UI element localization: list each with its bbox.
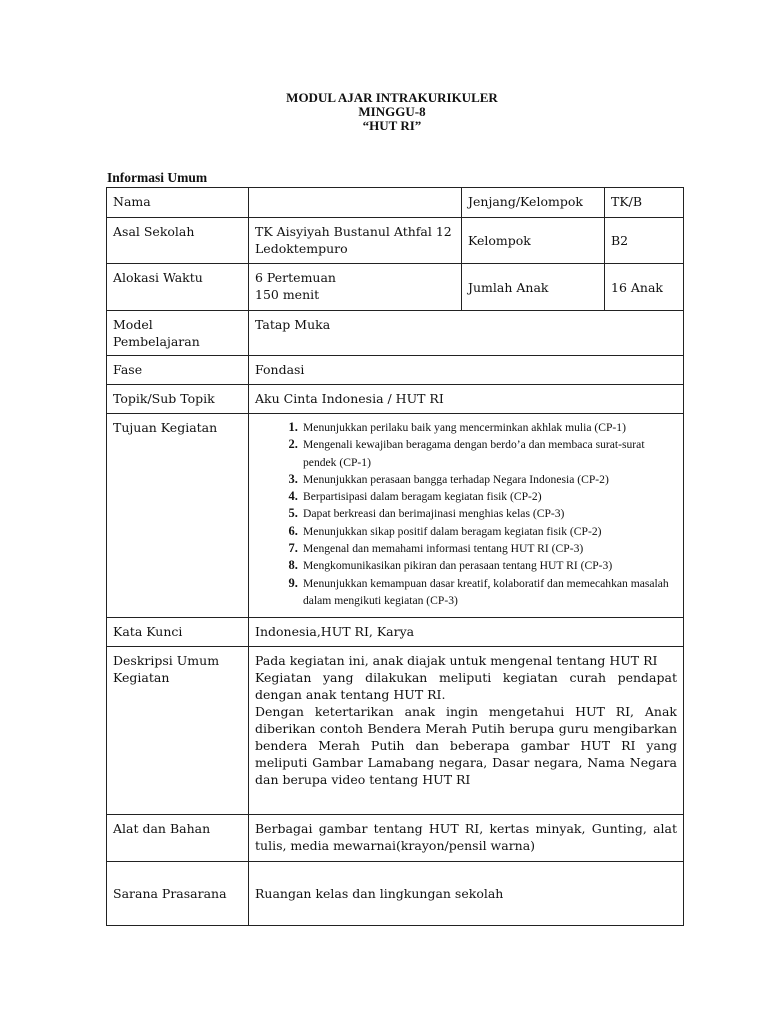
- cell-value-kelompok: B2: [605, 218, 684, 264]
- cell-value-jumlah-anak: 16 Anak: [605, 264, 684, 311]
- cell-label-nama: Nama: [107, 188, 249, 218]
- cell-label-deskripsi: [107, 647, 249, 815]
- cell-value-deskripsi: [249, 647, 684, 815]
- goal-item: 4. Berpartisipasi dalam beragam kegiatan fisik (CP-2): [301, 488, 677, 505]
- deskripsi-paragraph-2: Kegiatan yang dilakukan meliputi kegiatan curah pendapat dengan anak tentang HUT RI.: [255, 670, 677, 702]
- cell-label-topik: Topik/Sub Topik: [107, 385, 249, 414]
- alokasi-line-1: 6 Pertemuan: [255, 270, 336, 285]
- goal-item: 5. Dapat berkreasi dan berimajinasi menghias kelas (CP-3): [301, 505, 677, 522]
- cell-value-sarana: Ruangan kelas dan lingkungan sekolah: [249, 862, 684, 926]
- row-tujuan: [107, 414, 684, 618]
- info-table: [106, 187, 684, 926]
- title-line-3: “HUT RI”: [362, 118, 422, 133]
- alokasi-line-2: 150 menit: [255, 287, 320, 302]
- cell-value-alokasi-waktu: [249, 264, 462, 311]
- cell-value-kata-kunci: Indonesia,HUT RI, Karya: [249, 618, 684, 647]
- cell-label-kata-kunci: Kata Kunci: [107, 618, 249, 647]
- cell-label-jenjang: Jenjang/Kelompok: [462, 188, 605, 218]
- goals-list: [255, 419, 677, 609]
- row-kata-kunci: [107, 618, 684, 647]
- deskripsi-paragraph-3: Dengan ketertarikan anak ingin mengetahui HUT RI, Anak diberikan contoh Bendera Merah Putih berupa guru mengibarkan bendera Merah Putih dan beberapa gambar HUT RI yang meliputi Gambar Lamabang negara, Dasar negara, Nama Negara dan berupa video tentang HUT RI: [255, 704, 677, 787]
- cell-label-alat-bahan: Alat dan Bahan: [107, 815, 249, 862]
- goal-item: 7. Mengenal dan memahami informasi tentang HUT RI (CP-3): [301, 540, 677, 557]
- goal-item: 3. Menunjukkan perasaan bangga terhadap Negara Indonesia (CP-2): [301, 471, 677, 488]
- cell-label-alokasi-waktu: Alokasi Waktu: [107, 264, 249, 311]
- row-deskripsi: [107, 647, 684, 815]
- cell-value-nama: [249, 188, 462, 218]
- deskripsi-paragraph-1: Pada kegiatan ini, anak diajak untuk mengenal tentang HUT RI: [255, 653, 658, 668]
- deskripsi-label-line-1: Deskripsi Umum: [113, 653, 220, 668]
- goal-item: 1. Menunjukkan perilaku baik yang mencerminkan akhlak mulia (CP-1): [301, 419, 677, 436]
- cell-label-tujuan: Tujuan Kegiatan: [107, 414, 249, 618]
- row-alokasi-waktu: [107, 264, 684, 311]
- row-sarana: [107, 862, 684, 926]
- cell-label-jumlah-anak: Jumlah Anak: [462, 264, 605, 311]
- row-fase: [107, 356, 684, 385]
- goal-item: 9. Menunjukkan kemampuan dasar kreatif, kolaboratif dan memecahkan masalah dalam mengikuti kegiatan (CP-3): [301, 575, 677, 610]
- cell-label-sarana: Sarana Prasarana: [107, 862, 249, 926]
- cell-label-model: Model Pembelajaran: [107, 311, 249, 356]
- cell-label-kelompok: Kelompok: [462, 218, 605, 264]
- goal-item: 6. Menunjukkan sikap positif dalam beragam kegiatan fisik (CP-2): [301, 523, 677, 540]
- row-topik: [107, 385, 684, 414]
- cell-value-jenjang: TK/B: [605, 188, 684, 218]
- cell-value-alat-bahan: Berbagai gambar tentang HUT RI, kertas minyak, Gunting, alat tulis, media mewarnai(krayon/pensil warna): [249, 815, 684, 862]
- cell-value-model: Tatap Muka: [249, 311, 684, 356]
- section-label: Informasi Umum: [107, 170, 208, 185]
- row-alat-bahan: [107, 815, 684, 862]
- title-line-2: MINGGU-8: [358, 104, 426, 119]
- goal-item: 2. Mengenali kewajiban beragama dengan berdo’a dan membaca surat-surat pendek (CP-1): [301, 436, 677, 471]
- row-nama: [107, 188, 684, 218]
- cell-value-asal-sekolah: [249, 218, 462, 264]
- deskripsi-label-line-2: Kegiatan: [113, 670, 170, 685]
- cell-value-tujuan: [249, 414, 684, 618]
- asal-sekolah-line-2: Ledoktempuro: [255, 241, 348, 256]
- cell-value-topik: Aku Cinta Indonesia / HUT RI: [249, 385, 684, 414]
- goal-item: 8. Mengkomunikasikan pikiran dan perasaan tentang HUT RI (CP-3): [301, 557, 677, 574]
- title-line-1: MODUL AJAR INTRAKURIKULER: [286, 90, 498, 105]
- cell-label-asal-sekolah: Asal Sekolah: [107, 218, 249, 264]
- cell-value-fase: Fondasi: [249, 356, 684, 385]
- row-asal-sekolah: [107, 218, 684, 264]
- asal-sekolah-line-1: TK Aisyiyah Bustanul Athfal 12: [255, 224, 452, 239]
- document-title: [0, 91, 768, 133]
- row-model: [107, 311, 684, 356]
- cell-label-fase: Fase: [107, 356, 249, 385]
